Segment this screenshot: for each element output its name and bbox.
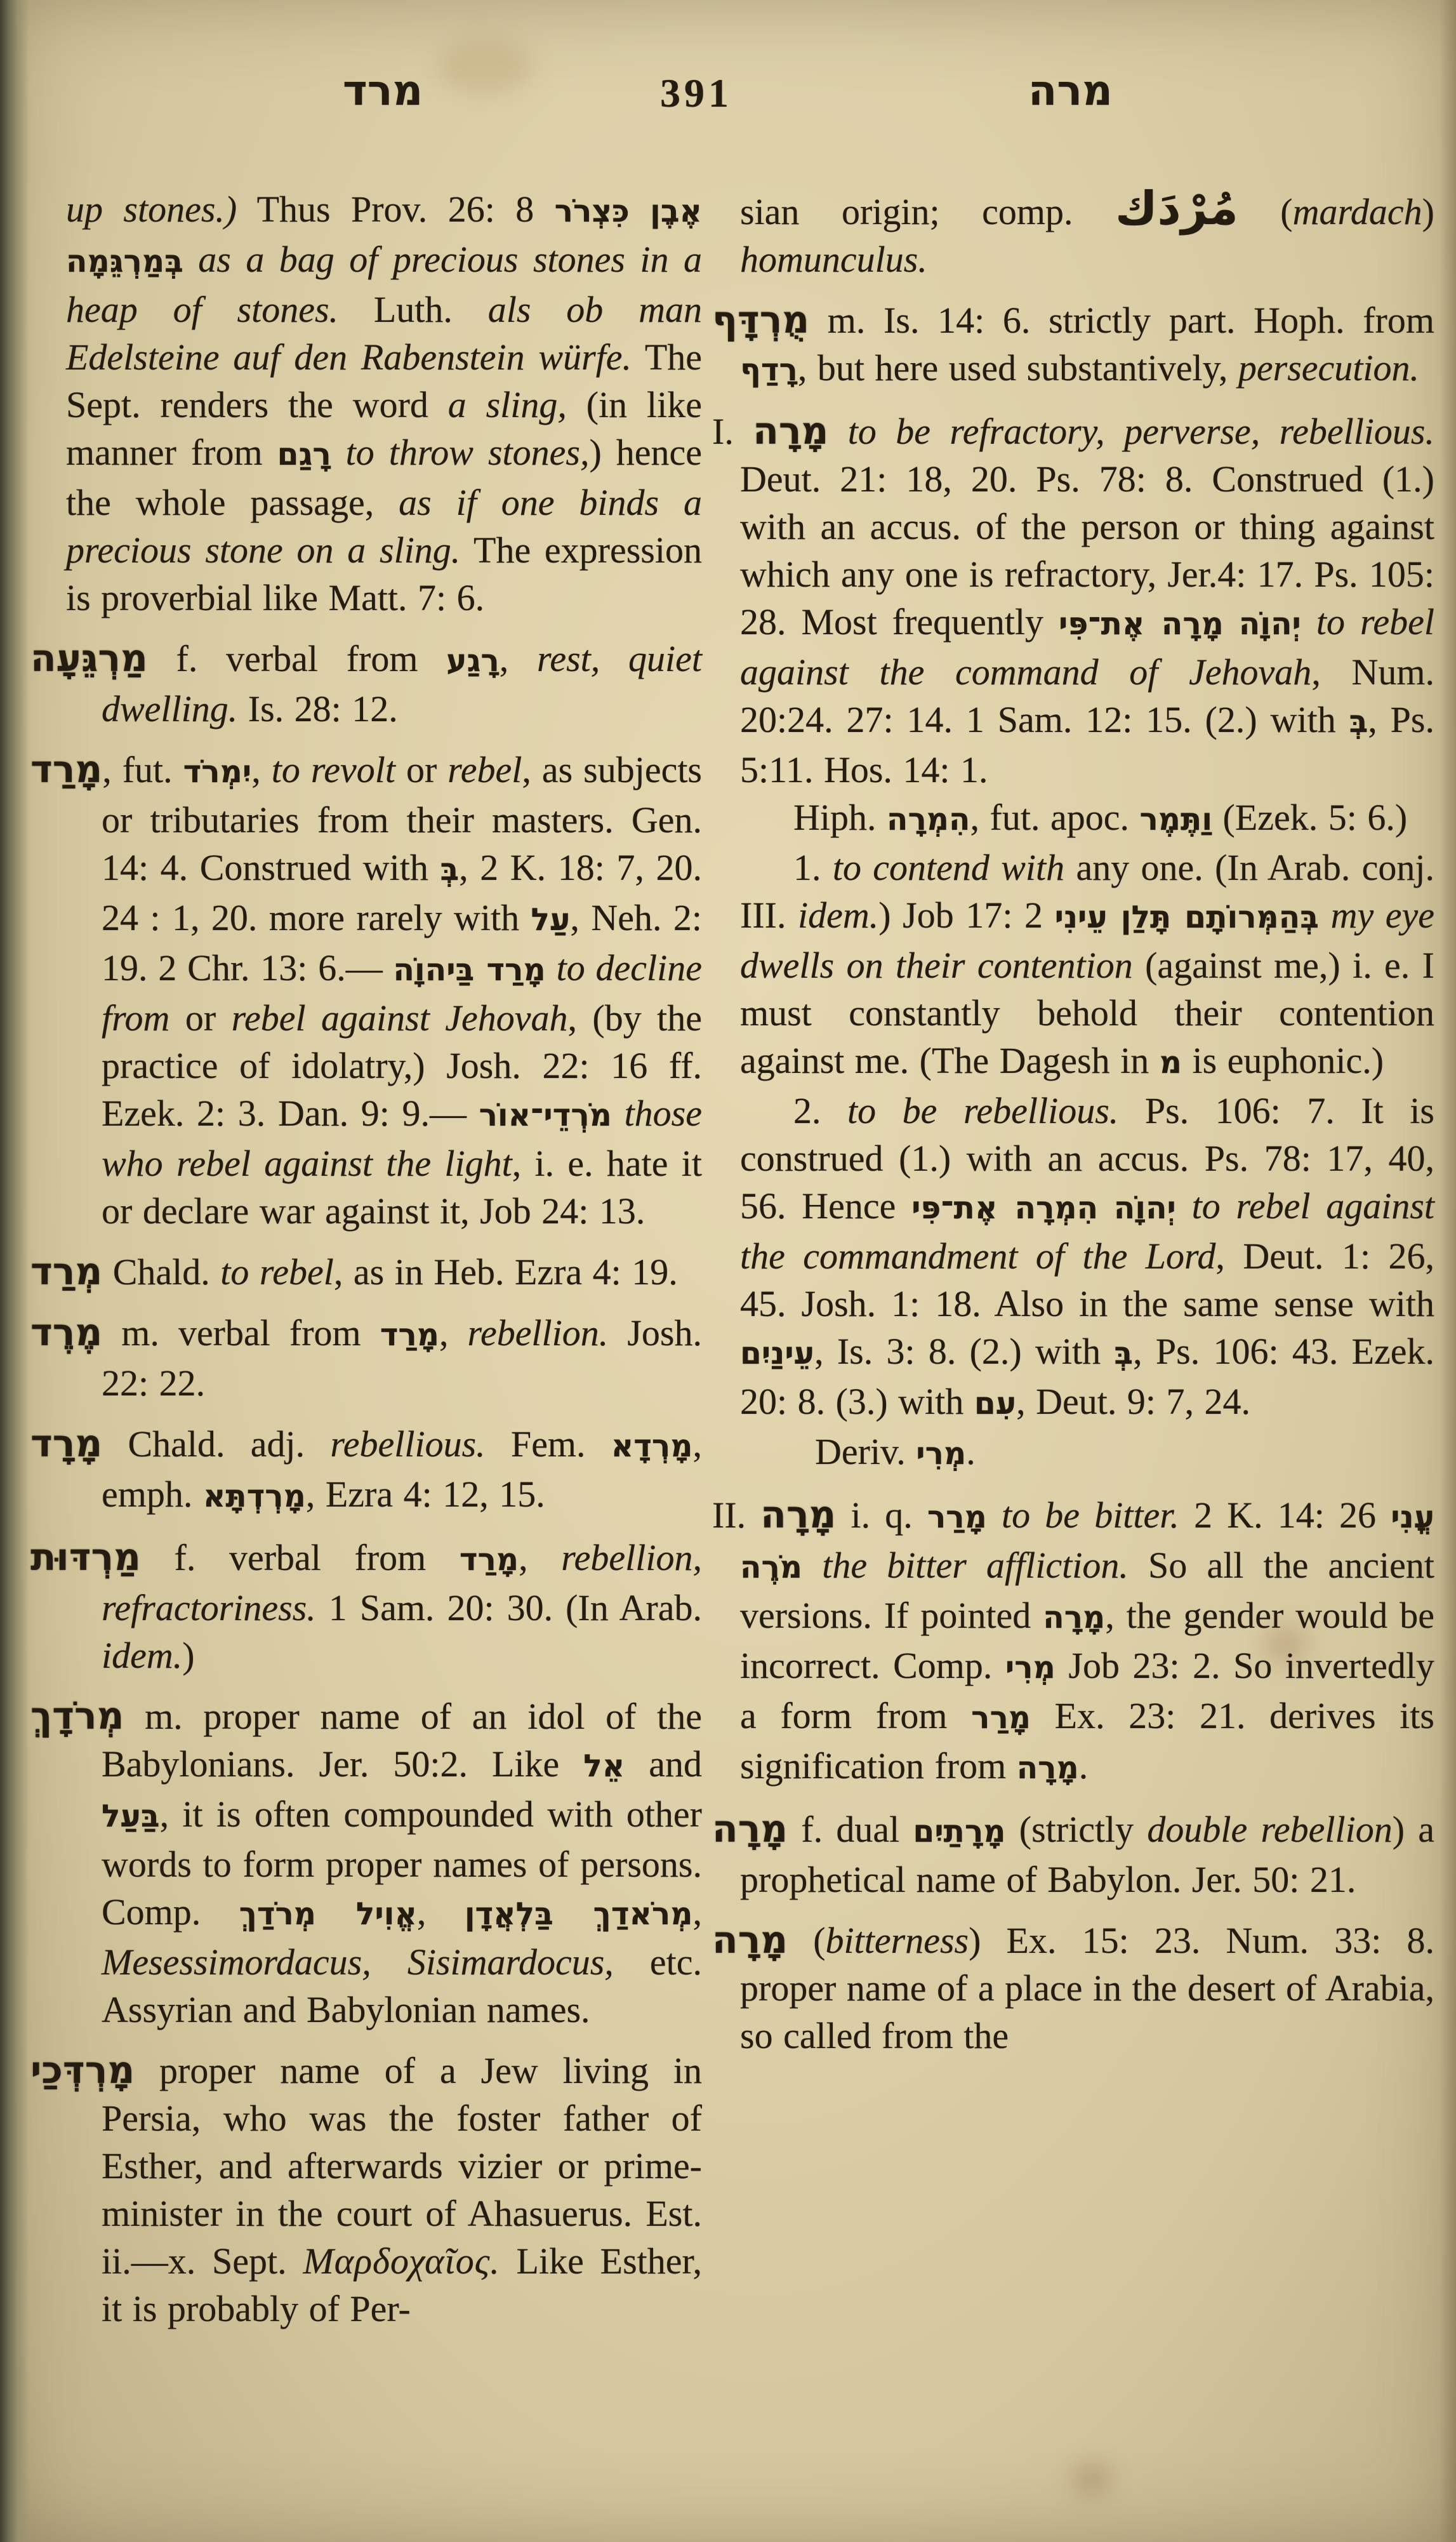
hebrew-text-run: עֵינַיִם xyxy=(740,1336,815,1371)
text-run: any one. (In Arab. conj. III. xyxy=(740,847,1435,936)
text-run: , xyxy=(416,1891,465,1933)
dictionary-entry xyxy=(66,185,702,622)
italic-text-run: rebel against Jehovah xyxy=(231,997,568,1039)
hebrew-text-run: מָרַר xyxy=(971,1700,1031,1736)
text-run: 1. xyxy=(793,847,833,888)
text-run: , xyxy=(499,638,537,679)
text-run: , it is often compounded with other words to form proper names of persons. Comp. xyxy=(102,1793,702,1933)
hebrew-text-run: וַתֶּמֶר xyxy=(1139,802,1213,837)
text-run xyxy=(1301,601,1316,642)
dictionary-entry xyxy=(712,407,1435,794)
column-right xyxy=(712,182,1435,2060)
text-run: . xyxy=(1078,1745,1089,1787)
hebrew-text-run: רָגַם xyxy=(277,437,331,472)
text-run: Deut. 21: 18, 20. Ps. 78: 8. Construed (1.) with an accus. of the person or thing against which any one is refractory, Jer.4: 17. Ps. 105: 28. Most frequently xyxy=(740,458,1434,642)
text-run: m. proper name of an idol of the Babylonians. Jer. 50:2. Like xyxy=(102,1696,702,1785)
italic-text-run: to be bitter. xyxy=(1002,1494,1179,1536)
hebrew-text-run: מָרָתַיִם xyxy=(913,1814,1006,1849)
text-run: , xyxy=(439,1312,468,1354)
italic-text-run: homunculus. xyxy=(740,239,927,280)
dictionary-entry xyxy=(30,745,702,1235)
entry-headword-hebrew: מָרָה xyxy=(712,1807,788,1851)
italic-text-run: double rebellion xyxy=(1147,1809,1393,1850)
text-run: The expression is proverbial like Matt. 7: 6. xyxy=(66,529,702,618)
italic-text-run: as a bag of precious stones in a heap of stones. xyxy=(66,239,703,330)
italic-text-run: those who rebel against the light xyxy=(102,1093,702,1184)
hebrew-text-run: מְרִי xyxy=(1005,1650,1056,1686)
hebrew-text-run: מָרְדָא xyxy=(611,1428,693,1464)
italic-text-run: to decline from xyxy=(102,947,702,1039)
text-run: , i. e. hate it or declare war against it, Job 24: 13. xyxy=(102,1143,702,1232)
hebrew-text-run: עֳנִי מֹרֶה xyxy=(740,1500,1435,1585)
text-run: ) Ex. 15: 23. Num. 33: 8. proper name of a place in the desert of Arabia, so called from the xyxy=(740,1920,1434,2056)
entry-headword-hebrew: מְרַד xyxy=(30,1249,103,1293)
entry-headword-hebrew: מֻרְדָּף xyxy=(712,298,810,342)
text-run: So all the ancient versions. If pointed xyxy=(740,1545,1435,1636)
hebrew-text-run: רָגַע xyxy=(446,643,500,679)
running-head-right-word: מרה xyxy=(1028,66,1113,115)
text-run: , emph. xyxy=(102,1423,702,1515)
hebrew-text-run: מָרָה xyxy=(1043,1600,1106,1635)
text-run: Like Esther, it is probably of Per- xyxy=(102,2240,702,2329)
dictionary-entry xyxy=(712,296,1434,394)
text-run: Ps. 106: 7. It is construed (1.) with an accus. Ps. 78: 17, 40, 56. Hence xyxy=(740,1090,1434,1227)
text-run: Job 23: 2. So invertedly a form from xyxy=(740,1645,1435,1736)
italic-text-run: to contend with xyxy=(832,847,1065,888)
arabic-text-run: مُرْدَك xyxy=(1115,182,1238,236)
text-run: , Ezra 4: 12, 15. xyxy=(305,1474,545,1515)
text-run: ) xyxy=(182,1635,195,1676)
text-run: is euphonic.) xyxy=(1181,1040,1384,1081)
italic-text-run: rebellion. xyxy=(467,1312,609,1354)
italic-text-run: mardach xyxy=(1292,191,1422,232)
hebrew-text-run: אֵל xyxy=(583,1748,625,1784)
text-run: or xyxy=(395,749,448,790)
text-run: sian origin; comp. xyxy=(740,191,1116,232)
text-run: Is. 28: 12. xyxy=(237,688,398,729)
book-gutter-shadow xyxy=(0,0,29,2542)
entry-number-prefix: I. xyxy=(712,411,753,452)
text-run: proper name of a Jew living in Persia, who was the foster father of Esther, and afterwards vizier or prime-minister in the court of Ahasuerus. Est. ii.—x. Sept. xyxy=(102,2050,702,2282)
text-run xyxy=(1098,1185,1114,1227)
hebrew-text-run: רָדַף xyxy=(740,352,798,388)
text-run: Chald. xyxy=(102,1251,221,1293)
hebrew-text-run: בְּ xyxy=(1114,1336,1134,1371)
entry-headword-hebrew: מָרָה xyxy=(712,1918,788,1962)
text-run: (strictly xyxy=(1005,1809,1148,1850)
italic-text-run: the bitter affliction. xyxy=(822,1545,1128,1586)
text-run: , Neh. 2: 19. 2 Chr. 13: 6.— xyxy=(102,897,702,988)
italic-text-run: rest, quiet dwelling. xyxy=(102,638,702,729)
text-run xyxy=(546,947,557,988)
italic-text-run: idem. xyxy=(798,895,879,936)
text-run: , Ps. 106: 43. Ezek. 20: 8. (3.) with xyxy=(740,1331,1435,1422)
text-run: , (by the practice of idolatry,) Josh. 22: 16 ff. Ezek. 2: 3. Dan. 9: 9.— xyxy=(102,997,702,1134)
italic-text-run: to throw stones, xyxy=(345,432,590,473)
hebrew-text-run: מָרַד xyxy=(380,1317,439,1353)
text-run: , but here used substantively, xyxy=(797,347,1238,389)
hebrew-text-run: מָרַר xyxy=(927,1500,987,1535)
text-run xyxy=(1224,601,1239,642)
entry-headword-hebrew: מָרַד xyxy=(30,747,103,791)
dictionary-entry xyxy=(712,1916,1434,2060)
hebrew-text-run: בְּ xyxy=(1349,704,1368,740)
hebrew-text-run: יִמְרֹד xyxy=(183,754,252,790)
text-run: 1 Sam. 20: 30. (In Arab. xyxy=(315,1587,702,1628)
dictionary-entry xyxy=(740,1087,1434,1428)
text-run xyxy=(630,189,650,230)
entry-headword-hebrew: מָרָד xyxy=(30,1421,103,1465)
text-run: Hiph. xyxy=(793,797,887,838)
italic-text-run: als ob man Edelsteine auf den Rabenstein würfe. xyxy=(66,289,702,378)
text-run: The Sept. renders the word xyxy=(66,336,702,425)
text-run: etc. Assyrian and Babylonian names. xyxy=(102,1941,702,2030)
text-run: ) xyxy=(1422,191,1434,232)
text-run: ( xyxy=(788,1920,826,1961)
paper-stain xyxy=(1073,2463,1111,2495)
greek-text-run: Μαρδοχαῖος. xyxy=(303,2240,500,2282)
dictionary-entry xyxy=(30,1692,703,2033)
text-run: (against me,) i. e. I must constantly behold their contention against me. (The Dagesh in xyxy=(740,945,1434,1081)
hebrew-text-run: מָרָה xyxy=(1016,1750,1079,1786)
entry-headword-hebrew: מֶרֶד xyxy=(30,1310,103,1354)
text-run: ) a prophetical name of Babylon. Jer. 50: 21. xyxy=(740,1809,1434,1900)
italic-text-run: to rebel against the command of Jehovah xyxy=(740,601,1435,693)
text-run: , Ps. 5:11. Hos. 14: 1. xyxy=(740,699,1434,790)
italic-text-run: idem. xyxy=(102,1635,183,1676)
entry-headword-hebrew: מַרְדּוּת xyxy=(30,1535,141,1579)
text-run xyxy=(828,411,847,452)
entry-headword-hebrew: מָרָה xyxy=(760,1493,837,1536)
entry-headword-hebrew: מָרָה xyxy=(753,409,829,453)
hebrew-text-run: יְהוָֹה xyxy=(1238,606,1301,642)
entry-headword-hebrew: מְרֹדָךְ xyxy=(30,1694,124,1738)
hebrew-text-run: מָרַד בַּיהוָֹה xyxy=(393,952,546,988)
text-run: m. verbal from xyxy=(102,1312,380,1354)
dictionary-entry xyxy=(740,1428,1434,1478)
hebrew-text-run: מָרְדְתָּא xyxy=(202,1479,306,1514)
page-edge-shading xyxy=(1439,0,1456,2542)
page-number: 391 xyxy=(660,70,732,116)
italic-text-run: rebellion, refractoriness. xyxy=(102,1537,702,1628)
italic-text-run: rebellious. xyxy=(330,1423,486,1465)
hebrew-text-run: בַּעַל xyxy=(102,1799,160,1834)
text-run: , xyxy=(692,1891,703,1933)
italic-text-run: to rebel against the commandment of the Lord xyxy=(740,1185,1435,1277)
hebrew-text-run: יְהוָֹה xyxy=(1113,1190,1176,1226)
dictionary-entry xyxy=(740,794,1434,844)
text-run: , fut. apoc. xyxy=(970,797,1140,838)
text-run: i. q. xyxy=(836,1494,927,1536)
hebrew-text-run: הִמְרָה xyxy=(887,802,970,837)
entry-number-prefix: II. xyxy=(712,1494,761,1536)
italic-text-run: my eye dwells on their contention xyxy=(740,895,1434,986)
dictionary-entry xyxy=(30,1248,702,1296)
text-run: 2 K. 14: 26 xyxy=(1179,1494,1391,1536)
hebrew-text-run: מֹרְדֵי־אוֹר xyxy=(479,1098,612,1133)
dictionary-entry xyxy=(30,2046,702,2332)
running-header xyxy=(0,66,1456,136)
entry-headword-hebrew: מָרְדְּכַי xyxy=(30,2048,135,2092)
hebrew-text-run: הִמְרָה אֶת־פִּי xyxy=(911,1190,1099,1226)
text-run xyxy=(1176,1185,1192,1227)
text-run xyxy=(183,239,198,280)
hebrew-text-run: מָרָה אֶת־פִּי xyxy=(1059,606,1224,642)
text-run xyxy=(987,1494,1002,1536)
dictionary-entry xyxy=(740,844,1434,1087)
text-run xyxy=(802,1545,822,1586)
text-run: or xyxy=(169,997,232,1039)
text-run: 2. xyxy=(793,1090,848,1131)
italic-text-run: persecution. xyxy=(1238,347,1420,389)
dictionary-entry xyxy=(30,1308,702,1407)
italic-text-run: to be refractory, perverse, rebellious. xyxy=(847,411,1434,452)
text-run xyxy=(331,432,346,473)
hebrew-text-run: אֶבֶן בְּמַרְגֵּמָה xyxy=(66,194,702,279)
hebrew-text-run: מ xyxy=(1159,1045,1182,1081)
dictionary-entry xyxy=(712,1805,1434,1903)
text-run: (Ezek. 5: 6.) xyxy=(1212,797,1408,838)
text-run: f. verbal from xyxy=(140,1537,460,1578)
italic-text-run: bitterness xyxy=(825,1920,969,1961)
italic-text-run: to be rebellious. xyxy=(847,1090,1119,1131)
text-run: Thus Prov. 26: 8 xyxy=(237,189,555,230)
text-run: , Deut. 1: 26, 45. Josh. 1: 18. Also in the same sense with xyxy=(740,1235,1434,1324)
hebrew-text-run: מְרֹאדַךְ בַּלְאֲדָן xyxy=(464,1896,693,1932)
dictionary-entry xyxy=(30,1420,702,1521)
hebrew-text-run: מָרַד xyxy=(459,1542,519,1578)
text-run: Chald. adj. xyxy=(102,1423,331,1465)
italic-text-run: to revolt xyxy=(271,749,395,790)
dictionary-entry xyxy=(712,1491,1435,1792)
text-run: (in like manner from xyxy=(66,384,702,473)
hebrew-text-run: עַל xyxy=(531,902,571,938)
column-left xyxy=(30,185,703,2332)
dictionary-entry xyxy=(30,634,702,733)
text-run: , fut. xyxy=(102,749,183,790)
entry-headword-hebrew: מַרְגֵּעָה xyxy=(30,636,148,680)
text-run: , Num. 20:24. 27: 14. 1 Sam. 12: 15. (2.) with xyxy=(740,651,1435,740)
text-run: , xyxy=(251,749,272,790)
italic-text-run: to rebel xyxy=(220,1251,334,1293)
italic-text-run: a sling, xyxy=(447,384,567,425)
text-run: , as in Heb. Ezra 4: 19. xyxy=(333,1251,678,1293)
text-run: , Deut. 9: 7, 24. xyxy=(1016,1381,1251,1422)
text-run: f. verbal from xyxy=(147,638,447,679)
text-run: , Is. 3: 8. (2.) with xyxy=(814,1331,1115,1372)
italic-text-run: Mesessimordacus, Sisimardocus, xyxy=(102,1941,614,1983)
text-run: , 2 K. 18: 7, 20. 24 : 1, 20. more rarely with xyxy=(102,847,702,938)
text-run: Josh. 22: 22. xyxy=(102,1312,702,1404)
italic-text-run: as if one binds a precious stone on a sling. xyxy=(66,482,702,571)
italic-text-run: rebel xyxy=(447,749,522,790)
text-run xyxy=(1319,895,1331,936)
hebrew-text-run: אֱוִיל מְרֹדַךְ xyxy=(239,1896,417,1932)
text-run: ) Job 17: 2 xyxy=(878,895,1055,936)
text-run: ) hence the whole passage, xyxy=(66,432,702,523)
text-run: and xyxy=(625,1743,702,1785)
text-run: m. Is. 14: 6. strictly part. Hoph. from xyxy=(809,300,1434,341)
hebrew-text-run: כִּצְרֹר xyxy=(554,194,630,229)
text-run: f. dual xyxy=(788,1809,913,1850)
italic-text-run: up stones.) xyxy=(66,189,237,230)
dictionary-entry xyxy=(30,1533,702,1679)
hebrew-text-run: מְרִי xyxy=(916,1436,967,1472)
hebrew-text-run: עִם xyxy=(974,1386,1017,1421)
hebrew-text-run: בְּ xyxy=(440,852,460,888)
text-run: ( xyxy=(1238,191,1293,232)
text-run: , the gender would be incorrect. Comp. xyxy=(740,1595,1434,1686)
hebrew-text-run: בְּהַמְּרוֹתָם תָּלַן עֵינִי xyxy=(1054,900,1319,935)
text-run: , xyxy=(519,1537,562,1578)
text-run: Luth. xyxy=(338,289,488,330)
text-run xyxy=(612,1093,625,1134)
text-run: Fem. xyxy=(485,1423,611,1465)
text-run: . xyxy=(966,1431,976,1472)
dictionary-entry xyxy=(740,182,1434,283)
text-run: Ex. 23: 21. derives its signification from xyxy=(740,1695,1434,1787)
running-head-left-word: מרד xyxy=(343,66,423,115)
text-run: Deriv. xyxy=(815,1431,917,1472)
text-run: , as subjects or tributaries from their masters. Gen. 14: 4. Construed with xyxy=(102,749,702,888)
